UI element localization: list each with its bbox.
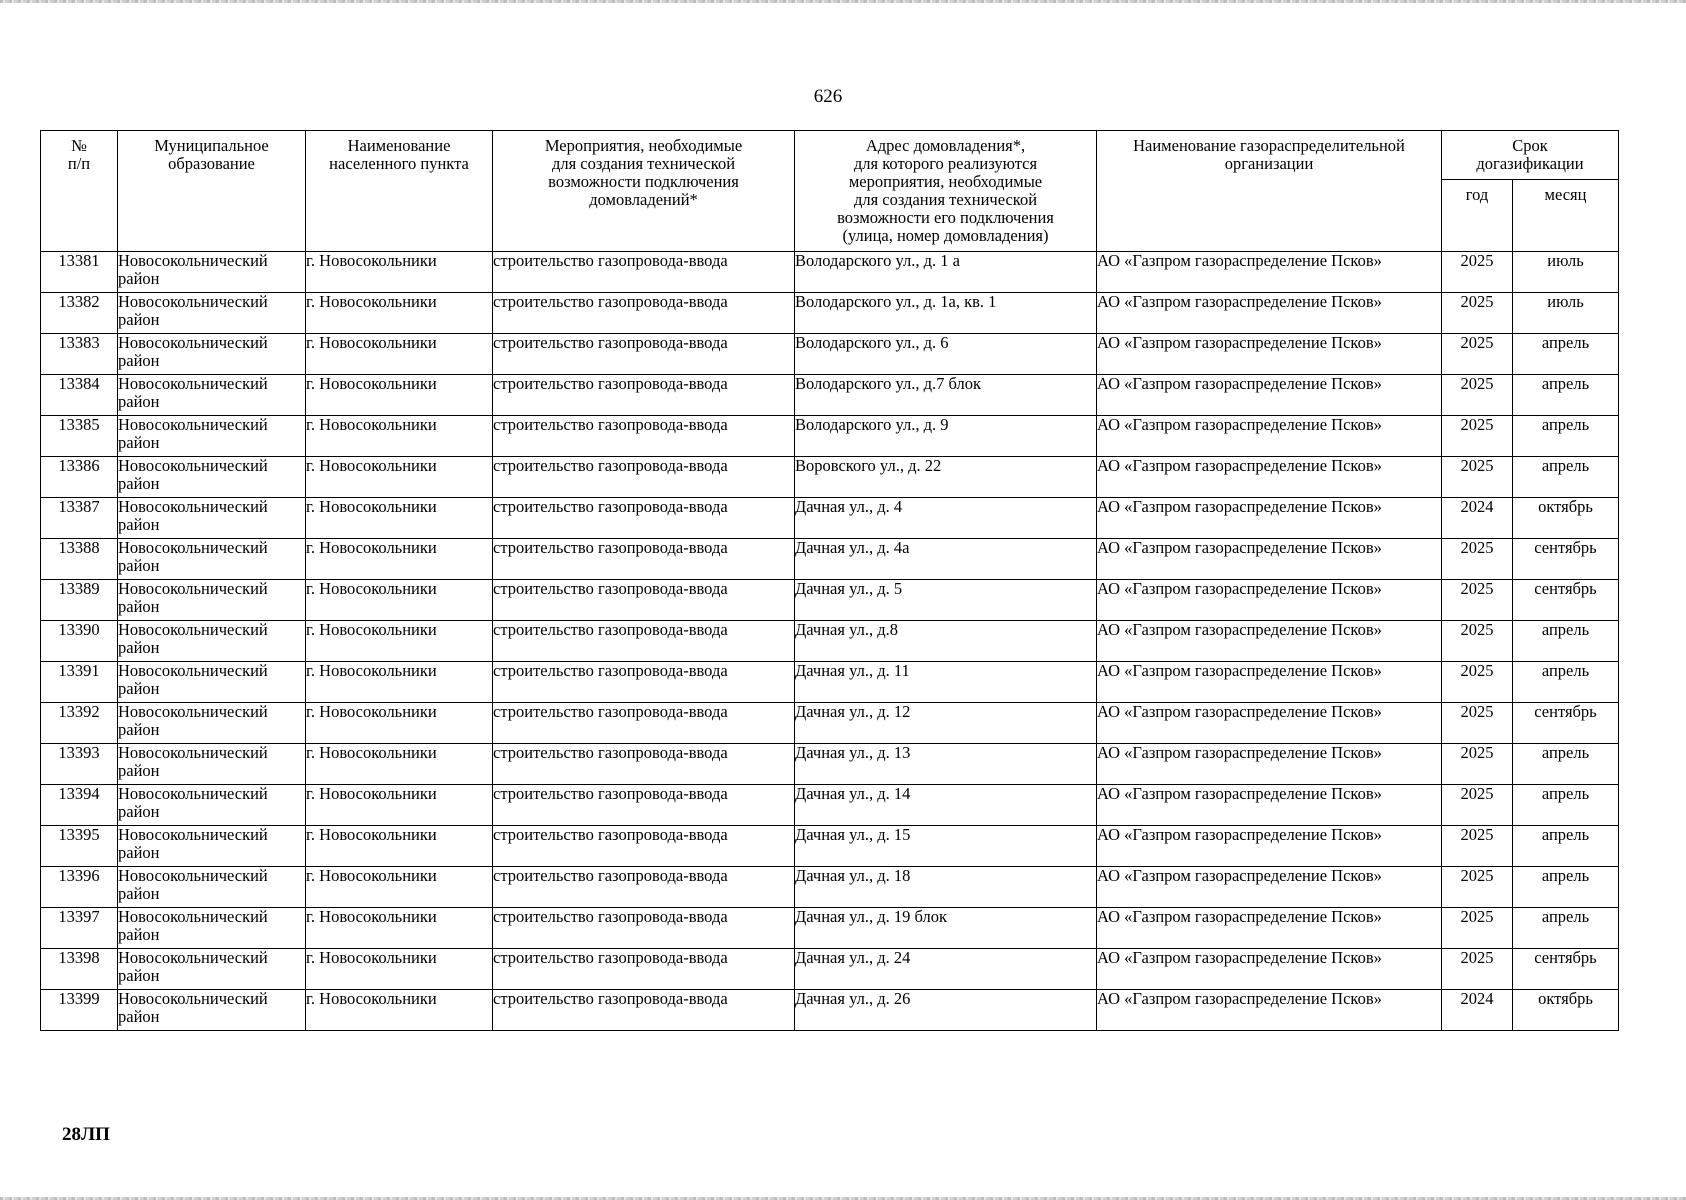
table-row <box>41 416 1619 457</box>
cell-month: октябрь <box>1513 498 1619 539</box>
table-row <box>41 990 1619 1031</box>
cell-municipality: Новосокольнический район <box>118 744 306 785</box>
cell-measure: строительство газопровода-ввода <box>493 990 795 1031</box>
cell-municipality: Новосокольнический район <box>118 703 306 744</box>
table-row <box>41 908 1619 949</box>
cell-month: апрель <box>1513 826 1619 867</box>
table-row <box>41 621 1619 662</box>
cell-address: Дачная ул., д. 11 <box>795 662 1097 703</box>
table-row <box>41 785 1619 826</box>
cell-num: 13388 <box>41 539 118 580</box>
cell-month: апрель <box>1513 457 1619 498</box>
cell-address: Дачная ул., д.8 <box>795 621 1097 662</box>
header-measures: Мероприятия, необходимые для создания технической возможности подключения домовладений* <box>493 131 795 252</box>
cell-settlement: г. Новосокольники <box>306 826 493 867</box>
cell-num: 13384 <box>41 375 118 416</box>
cell-address: Дачная ул., д. 19 блок <box>795 908 1097 949</box>
header-address: Адрес домовладения*, для которого реализуются мероприятия, необходимые для создания технической возможности его подключения (улица, номер домовладения) <box>795 131 1097 252</box>
cell-year: 2025 <box>1442 621 1513 662</box>
cell-municipality: Новосокольнический район <box>118 908 306 949</box>
cell-address: Дачная ул., д. 4а <box>795 539 1097 580</box>
cell-settlement: г. Новосокольники <box>306 293 493 334</box>
header-year: год <box>1442 179 1513 251</box>
cell-gas-org: АО «Газпром газораспределение Псков» <box>1097 621 1442 662</box>
cell-gas-org: АО «Газпром газораспределение Псков» <box>1097 990 1442 1031</box>
cell-gas-org: АО «Газпром газораспределение Псков» <box>1097 785 1442 826</box>
cell-year: 2025 <box>1442 416 1513 457</box>
cell-address: Дачная ул., д. 15 <box>795 826 1097 867</box>
cell-address: Дачная ул., д. 26 <box>795 990 1097 1031</box>
cell-gas-org: АО «Газпром газораспределение Псков» <box>1097 498 1442 539</box>
cell-year: 2025 <box>1442 949 1513 990</box>
cell-settlement: г. Новосокольники <box>306 539 493 580</box>
cell-month: апрель <box>1513 334 1619 375</box>
cell-settlement: г. Новосокольники <box>306 867 493 908</box>
cell-month: июль <box>1513 293 1619 334</box>
cell-settlement: г. Новосокольники <box>306 703 493 744</box>
header-settlement: Наименование населенного пункта <box>306 131 493 252</box>
cell-gas-org: АО «Газпром газораспределение Псков» <box>1097 539 1442 580</box>
cell-num: 13387 <box>41 498 118 539</box>
cell-gas-org: АО «Газпром газораспределение Псков» <box>1097 744 1442 785</box>
cell-num: 13382 <box>41 293 118 334</box>
cell-month: сентябрь <box>1513 949 1619 990</box>
footer-document-code: 28ЛП <box>62 1124 110 1145</box>
cell-gas-org: АО «Газпром газораспределение Псков» <box>1097 416 1442 457</box>
cell-year: 2024 <box>1442 498 1513 539</box>
cell-municipality: Новосокольнический район <box>118 457 306 498</box>
cell-municipality: Новосокольнический район <box>118 539 306 580</box>
cell-settlement: г. Новосокольники <box>306 416 493 457</box>
table-row <box>41 867 1619 908</box>
cell-municipality: Новосокольнический район <box>118 662 306 703</box>
cell-year: 2025 <box>1442 252 1513 293</box>
cell-settlement: г. Новосокольники <box>306 252 493 293</box>
cell-municipality: Новосокольнический район <box>118 375 306 416</box>
cell-measure: строительство газопровода-ввода <box>493 416 795 457</box>
table-row <box>41 334 1619 375</box>
cell-settlement: г. Новосокольники <box>306 662 493 703</box>
cell-num: 13393 <box>41 744 118 785</box>
header-gas-org: Наименование газораспределительной организации <box>1097 131 1442 252</box>
cell-municipality: Новосокольнический район <box>118 580 306 621</box>
cell-year: 2025 <box>1442 826 1513 867</box>
cell-municipality: Новосокольнический район <box>118 621 306 662</box>
cell-num: 13394 <box>41 785 118 826</box>
cell-gas-org: АО «Газпром газораспределение Псков» <box>1097 580 1442 621</box>
cell-gas-org: АО «Газпром газораспределение Псков» <box>1097 662 1442 703</box>
cell-settlement: г. Новосокольники <box>306 949 493 990</box>
cell-measure: строительство газопровода-ввода <box>493 457 795 498</box>
cell-address: Дачная ул., д. 14 <box>795 785 1097 826</box>
cell-year: 2025 <box>1442 539 1513 580</box>
cell-municipality: Новосокольнический район <box>118 867 306 908</box>
cell-municipality: Новосокольнический район <box>118 334 306 375</box>
cell-address: Дачная ул., д. 5 <box>795 580 1097 621</box>
cell-month: апрель <box>1513 621 1619 662</box>
table-row <box>41 662 1619 703</box>
cell-gas-org: АО «Газпром газораспределение Псков» <box>1097 949 1442 990</box>
cell-year: 2025 <box>1442 662 1513 703</box>
cell-measure: строительство газопровода-ввода <box>493 375 795 416</box>
cell-measure: строительство газопровода-ввода <box>493 334 795 375</box>
cell-municipality: Новосокольнический район <box>118 293 306 334</box>
scan-top-edge <box>0 0 1686 3</box>
cell-year: 2025 <box>1442 580 1513 621</box>
cell-month: октябрь <box>1513 990 1619 1031</box>
cell-municipality: Новосокольнический район <box>118 949 306 990</box>
cell-gas-org: АО «Газпром газораспределение Псков» <box>1097 703 1442 744</box>
cell-municipality: Новосокольнический район <box>118 785 306 826</box>
cell-year: 2025 <box>1442 703 1513 744</box>
table-row <box>41 252 1619 293</box>
cell-measure: строительство газопровода-ввода <box>493 703 795 744</box>
cell-year: 2025 <box>1442 334 1513 375</box>
cell-month: апрель <box>1513 908 1619 949</box>
table-row <box>41 580 1619 621</box>
header-num: № п/п <box>41 131 118 252</box>
cell-gas-org: АО «Газпром газораспределение Псков» <box>1097 908 1442 949</box>
cell-gas-org: АО «Газпром газораспределение Псков» <box>1097 334 1442 375</box>
cell-year: 2025 <box>1442 908 1513 949</box>
cell-address: Воровского ул., д. 22 <box>795 457 1097 498</box>
cell-num: 13381 <box>41 252 118 293</box>
cell-num: 13395 <box>41 826 118 867</box>
table-body <box>41 252 1619 1031</box>
gasification-registry-table <box>40 130 1619 1031</box>
cell-measure: строительство газопровода-ввода <box>493 498 795 539</box>
header-municipality: Муниципальное образование <box>118 131 306 252</box>
cell-num: 13397 <box>41 908 118 949</box>
cell-municipality: Новосокольнический район <box>118 826 306 867</box>
cell-num: 13386 <box>41 457 118 498</box>
page-number: 626 <box>813 86 843 107</box>
header-month: месяц <box>1513 179 1619 251</box>
cell-measure: строительство газопровода-ввода <box>493 949 795 990</box>
cell-address: Дачная ул., д. 24 <box>795 949 1097 990</box>
cell-settlement: г. Новосокольники <box>306 621 493 662</box>
cell-address: Володарского ул., д. 1 а <box>795 252 1097 293</box>
table-header <box>41 131 1619 252</box>
cell-settlement: г. Новосокольники <box>306 908 493 949</box>
cell-settlement: г. Новосокольники <box>306 744 493 785</box>
cell-year: 2025 <box>1442 867 1513 908</box>
cell-month: июль <box>1513 252 1619 293</box>
cell-address: Володарского ул., д. 9 <box>795 416 1097 457</box>
cell-measure: строительство газопровода-ввода <box>493 908 795 949</box>
cell-settlement: г. Новосокольники <box>306 498 493 539</box>
cell-measure: строительство газопровода-ввода <box>493 539 795 580</box>
cell-address: Дачная ул., д. 18 <box>795 867 1097 908</box>
table-row <box>41 703 1619 744</box>
cell-municipality: Новосокольнический район <box>118 498 306 539</box>
cell-measure: строительство газопровода-ввода <box>493 621 795 662</box>
cell-measure: строительство газопровода-ввода <box>493 293 795 334</box>
header-deadline: Срок догазификации <box>1442 131 1619 180</box>
cell-month: апрель <box>1513 662 1619 703</box>
cell-month: апрель <box>1513 416 1619 457</box>
cell-municipality: Новосокольнический район <box>118 990 306 1031</box>
cell-num: 13389 <box>41 580 118 621</box>
cell-settlement: г. Новосокольники <box>306 990 493 1031</box>
table-row <box>41 457 1619 498</box>
cell-num: 13398 <box>41 949 118 990</box>
cell-measure: строительство газопровода-ввода <box>493 744 795 785</box>
cell-month: апрель <box>1513 375 1619 416</box>
cell-address: Володарского ул., д. 1а, кв. 1 <box>795 293 1097 334</box>
cell-year: 2025 <box>1442 744 1513 785</box>
cell-address: Дачная ул., д. 12 <box>795 703 1097 744</box>
cell-num: 13399 <box>41 990 118 1031</box>
cell-settlement: г. Новосокольники <box>306 580 493 621</box>
cell-address: Володарского ул., д. 6 <box>795 334 1097 375</box>
table-row <box>41 949 1619 990</box>
cell-measure: строительство газопровода-ввода <box>493 785 795 826</box>
cell-measure: строительство газопровода-ввода <box>493 252 795 293</box>
cell-settlement: г. Новосокольники <box>306 785 493 826</box>
cell-measure: строительство газопровода-ввода <box>493 580 795 621</box>
cell-gas-org: АО «Газпром газораспределение Псков» <box>1097 375 1442 416</box>
cell-measure: строительство газопровода-ввода <box>493 826 795 867</box>
cell-num: 13396 <box>41 867 118 908</box>
cell-year: 2025 <box>1442 785 1513 826</box>
cell-settlement: г. Новосокольники <box>306 375 493 416</box>
cell-gas-org: АО «Газпром газораспределение Псков» <box>1097 252 1442 293</box>
table-row <box>41 375 1619 416</box>
table-row <box>41 744 1619 785</box>
cell-num: 13383 <box>41 334 118 375</box>
cell-year: 2025 <box>1442 457 1513 498</box>
cell-num: 13385 <box>41 416 118 457</box>
cell-gas-org: АО «Газпром газораспределение Псков» <box>1097 826 1442 867</box>
cell-year: 2025 <box>1442 293 1513 334</box>
cell-gas-org: АО «Газпром газораспределение Псков» <box>1097 457 1442 498</box>
cell-settlement: г. Новосокольники <box>306 334 493 375</box>
cell-gas-org: АО «Газпром газораспределение Псков» <box>1097 293 1442 334</box>
table-row <box>41 293 1619 334</box>
cell-address: Дачная ул., д. 4 <box>795 498 1097 539</box>
cell-month: апрель <box>1513 744 1619 785</box>
cell-gas-org: АО «Газпром газораспределение Псков» <box>1097 867 1442 908</box>
cell-num: 13391 <box>41 662 118 703</box>
cell-month: апрель <box>1513 785 1619 826</box>
cell-measure: строительство газопровода-ввода <box>493 662 795 703</box>
cell-month: сентябрь <box>1513 539 1619 580</box>
cell-year: 2024 <box>1442 990 1513 1031</box>
cell-year: 2025 <box>1442 375 1513 416</box>
cell-month: апрель <box>1513 867 1619 908</box>
table-row <box>41 498 1619 539</box>
cell-settlement: г. Новосокольники <box>306 457 493 498</box>
cell-municipality: Новосокольнический район <box>118 416 306 457</box>
cell-num: 13390 <box>41 621 118 662</box>
table-row <box>41 539 1619 580</box>
cell-address: Володарского ул., д.7 блок <box>795 375 1097 416</box>
cell-address: Дачная ул., д. 13 <box>795 744 1097 785</box>
cell-month: сентябрь <box>1513 703 1619 744</box>
cell-month: сентябрь <box>1513 580 1619 621</box>
cell-municipality: Новосокольнический район <box>118 252 306 293</box>
cell-num: 13392 <box>41 703 118 744</box>
table-row <box>41 826 1619 867</box>
cell-measure: строительство газопровода-ввода <box>493 867 795 908</box>
